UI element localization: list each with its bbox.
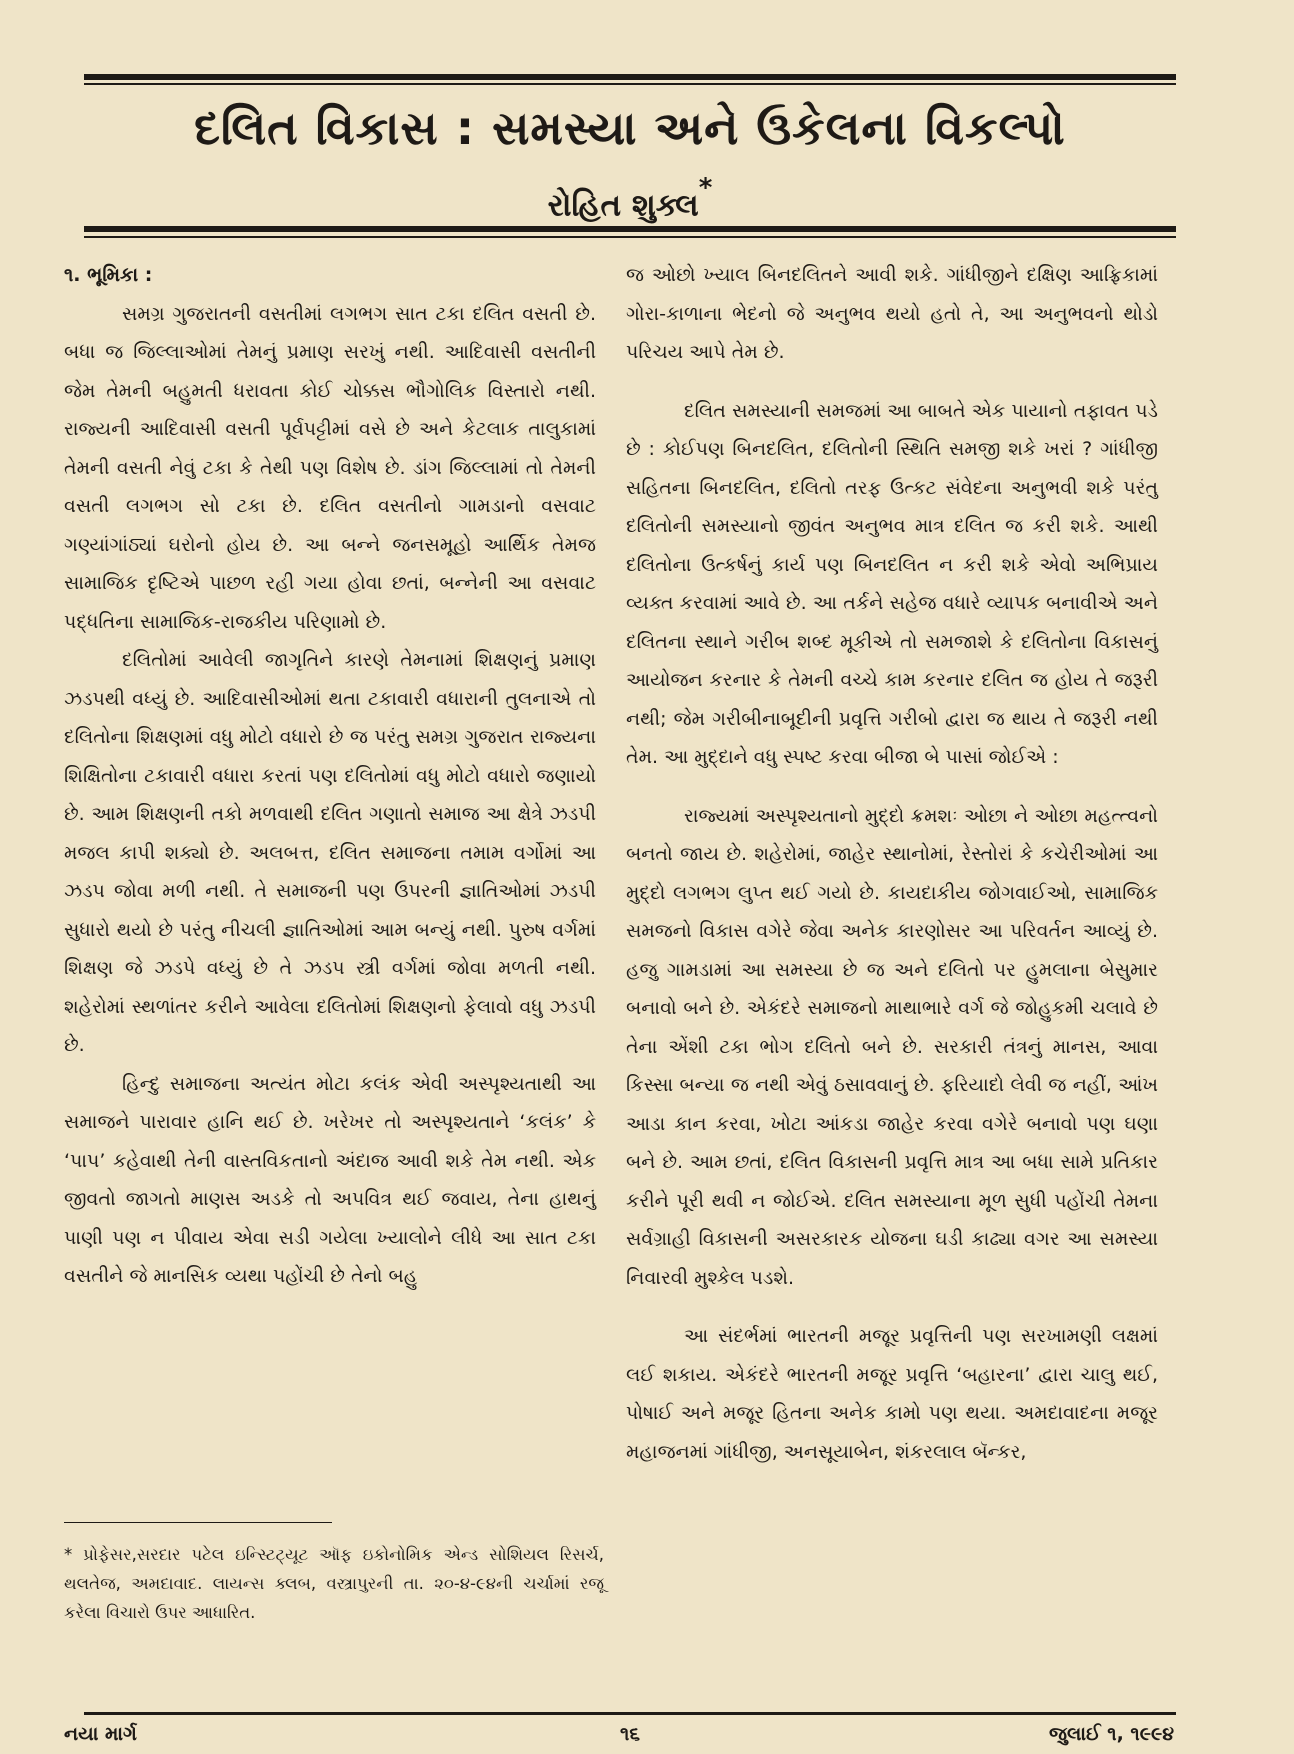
footnote-rule: [64, 1522, 332, 1523]
section-heading: ૧. ભૂમિકા :: [64, 264, 153, 286]
right-column: [626, 256, 1158, 1471]
footer-rule: [84, 1712, 1176, 1715]
paragraph: દલિત સમસ્યાની સમજમાં આ બાબતે એક પાયાનો તફાવત પડે છે : કોઈપણ બિનદલિત, દલિતોની સ્થિતિ સમજી શકે ખરાં ? ગાંધીજી સહિતના બિનદલિત, દલિતો તરફ ઉત્કટ સંવેદના અનુભવી શકે પરંતુ દલિતોની સમસ્યાનો જીવંત અનુભવ માત્ર દલિત જ કરી શકે. આથી દલિતોના ઉત્કર્ષનું કાર્ય પણ બિનદલિત ન કરી શકે એવો અભિપ્રાય વ્યક્ત કરવામાં આવે છે. આ તર્કને સહેજ વધારે વ્યાપક બનાવીએ અને દલિતના સ્થાને ગરીબ શબ્દ મૂકીએ તો સમજાશે કે દલિતોના વિકાસનું આયોજન કરનાર કે તેમની વચ્ચે કામ કરનાર દલિત જ હોય તે જરૂરી નથી; જેમ ગરીબીનાબૂદીની પ્રવૃત્તિ ગરીબો દ્વારા જ થાય તે જરૂરી નથી તેમ. આ મુદ્દાને વધુ સ્પષ્ટ કરવા બીજા બે પાસાં જોઈએ :: [626, 399, 1158, 768]
paragraph: હિન્દુ સમાજના અત્યંત મોટા કલંક એવી અસ્પૃશ્યતાથી આ સમાજને પારાવાર હાનિ થઈ છે. ખરેખર તો અસ્પૃશ્યતાને ‘કલંક’ કે ‘પાપ’ કહેવાથી તેની વાસ્તવિકતાનો અંદાજ આવી શકે તેમ નથી. એક જીવતો જાગતો માણસ અડકે તો અપવિત્ર થઈ જવાય, તેના હાથનું પાણી પણ ન પીવાય એવા સડી ગયેલા ખ્યાલોને લીધે આ સાત ટકા વસતીને જે માનસિક વ્યથા પહોંચી છે તેનો બહુ: [64, 1072, 596, 1287]
author-footnote-mark: *: [698, 173, 713, 203]
author-line: [84, 174, 1176, 227]
author-name: રોહિત શુક્લ: [547, 187, 699, 224]
page-number: ૧૬: [620, 1723, 640, 1745]
top-rule-thick: [84, 74, 1176, 80]
paragraph: સમગ્ર ગુજરાતની વસતીમાં લગભગ સાત ટકા દલિત વસતી છે. બધા જ જિલ્લાઓમાં તેમનું પ્રમાણ સરખું નથી. આદિવાસી વસતીની જેમ તેમની બહુમતી ધરાવતા કોઈ ચોક્કસ ભૌગોલિક વિસ્તારો નથી. રાજ્યની આદિવાસી વસતી પૂર્વપટ્ટીમાં વસે છે અને કેટલાક તાલુકામાં તેમની વસતી નેવું ટકા કે તેથી પણ વિશેષ છે. ડાંગ જિલ્લામાં તો તેમની વસતી લગભગ સો ટકા છે. દલિત વસતીનો ગામડાનો વસવાટ ગણ્યાંગાંઠ્યાં ઘરોનો હોય છે. આ બન્ને જનસમૂહો આર્થિક તેમજ સામાજિક દૃષ્ટિએ પાછળ રહી ગયા હોવા છતાં, બન્નેની આ વસવાટ પદ્ધતિના સામાજિક-રાજકીય પરિણામો છે.: [64, 302, 596, 633]
journal-name: નયા માર્ગ: [64, 1723, 137, 1745]
paragraph: રાજ્યમાં અસ્પૃશ્યતાનો મુદ્દો ક્રમશઃ ઓછા ને ઓછા મહત્ત્વનો બનતો જાય છે. શહેરોમાં, જાહેર સ્થાનોમાં, રેસ્તોરાં કે કચેરીઓમાં આ મુદ્દો લગભગ લુપ્ત થઈ ગયો છે. કાયદાકીય જોગવાઈઓ, સામાજિક સમજનો વિકાસ વગેરે જેવા અનેક કારણોસર આ પરિવર્તન આવ્યું છે. હજુ ગામડામાં આ સમસ્યા છે જ અને દલિતો પર હુમલાના બેસુમાર બનાવો બને છે. એકંદરે સમાજનો માથાભારે વર્ગ જે જોહુકમી ચલાવે છે તેના એંશી ટકા ભોગ દલિતો બને છે. સરકારી તંત્રનું માનસ, આવા કિસ્સા બન્યા જ નથી એવું ઠસાવવાનું છે. ફરિયાદો લેવી જ નહીં, આંખ આડા કાન કરવા, ખોટા આંકડા જાહેર કરવા વગેરે બનાવો પણ ઘણા બને છે. આમ છતાં, દલિત વિકાસની પ્રવૃત્તિ માત્ર આ બધા સામે પ્રતિકાર કરીને પૂરી થવી ન જોઈએ. દલિત સમસ્યાના મૂળ સુધી પહોંચી તેમના સર્વગ્રાહી વિકાસની અસરકારક યોજના ઘડી કાઢ્યા વગર આ સમસ્યા નિવારવી મુશ્કેલ પડશે.: [626, 804, 1158, 1289]
paragraph: આ સંદર્ભમાં ભારતની મજૂર પ્રવૃત્તિની પણ સરખામણી લક્ષમાં લઈ શકાય. એકંદરે ભારતની મજૂર પ્રવૃત્તિ ‘બહારના’ દ્વારા ચાલુ થઈ, પોષાઈ અને મજૂર હિતના અનેક કામો પણ થયા. અમદાવાદના મજૂર મહાજનમાં ગાંધીજી, અનસૂયાબેન, શંકરલાલ બૅન્કર,: [626, 1325, 1158, 1463]
article-title: દલિત વિકાસ : સમસ્યા અને ઉકેલના વિકલ્પો: [194, 101, 1066, 155]
header-rule-thick: [84, 226, 1176, 232]
header-rule-thin: [84, 236, 1176, 238]
paragraph: દલિતોમાં આવેલી જાગૃતિને કારણે તેમનામાં શિક્ષણનું પ્રમાણ ઝડપથી વધ્યું છે. આદિવાસીઓમાં થતા ટકાવારી વધારાની તુલનાએ તો દલિતોના શિક્ષણમાં વધુ મોટો વધારો છે જ પરંતુ સમગ્ર ગુજરાત રાજ્યના શિક્ષિતોના ટકાવારી વધારા કરતાં પણ દલિતોમાં વધુ મોટો વધારો જણાયો છે. આમ શિક્ષણની તકો મળવાથી દલિત ગણાતો સમાજ આ ક્ષેત્રે ઝડપી મજલ કાપી શક્યો છે. અલબત્ત, દલિત સમાજના તમામ વર્ગોમાં આ ઝડપ જોવા મળી નથી. તે સમાજની પણ ઉપરની જ્ઞાતિઓમાં ઝડપી સુધારો થયો છે પરંતુ નીચલી જ્ઞાતિઓમાં આમ બન્યું નથી. પુરુષ વર્ગમાં શિક્ષણ જે ઝડપે વધ્યું છે તે ઝડપ સ્ત્રી વર્ગમાં જોવા મળતી નથી. શહેરોમાં સ્થળાંતર કરીને આવેલા દલિતોમાં શિક્ષણનો ફેલાવો વધુ ઝડપી છે.: [64, 649, 596, 1056]
paragraph: જ ઓછો ખ્યાલ બિનદલિતને આવી શકે. ગાંધીજીને દક્ષિણ આફ્રિકામાં ગોરા-કાળાના ભેદનો જે અનુભવ થયો હતો તે, આ અનુભવનો થોડો પરિચય આપે તેમ છે.: [626, 264, 1158, 363]
footnote: * પ્રોફેસર,સરદાર પટેલ ઇન્સ્ટિટ્યૂટ ઑફ ઇકોનોમિક એન્ડ સોશિયલ રિસર્ચ, થલતેજ, અમદાવાદ. લાયન્સ ક્લબ, વસ્ત્રાપુરની તા. ૨૦-૪-૯૪ની ચર્ચામાં રજૂ કરેલા વિચારો ઉપર આધારિત.: [64, 1545, 604, 1622]
top-rule-thin: [84, 83, 1176, 85]
issue-date: જુલાઈ ૧, ૧૯૯૪: [1048, 1723, 1174, 1745]
left-column: [64, 256, 596, 1296]
